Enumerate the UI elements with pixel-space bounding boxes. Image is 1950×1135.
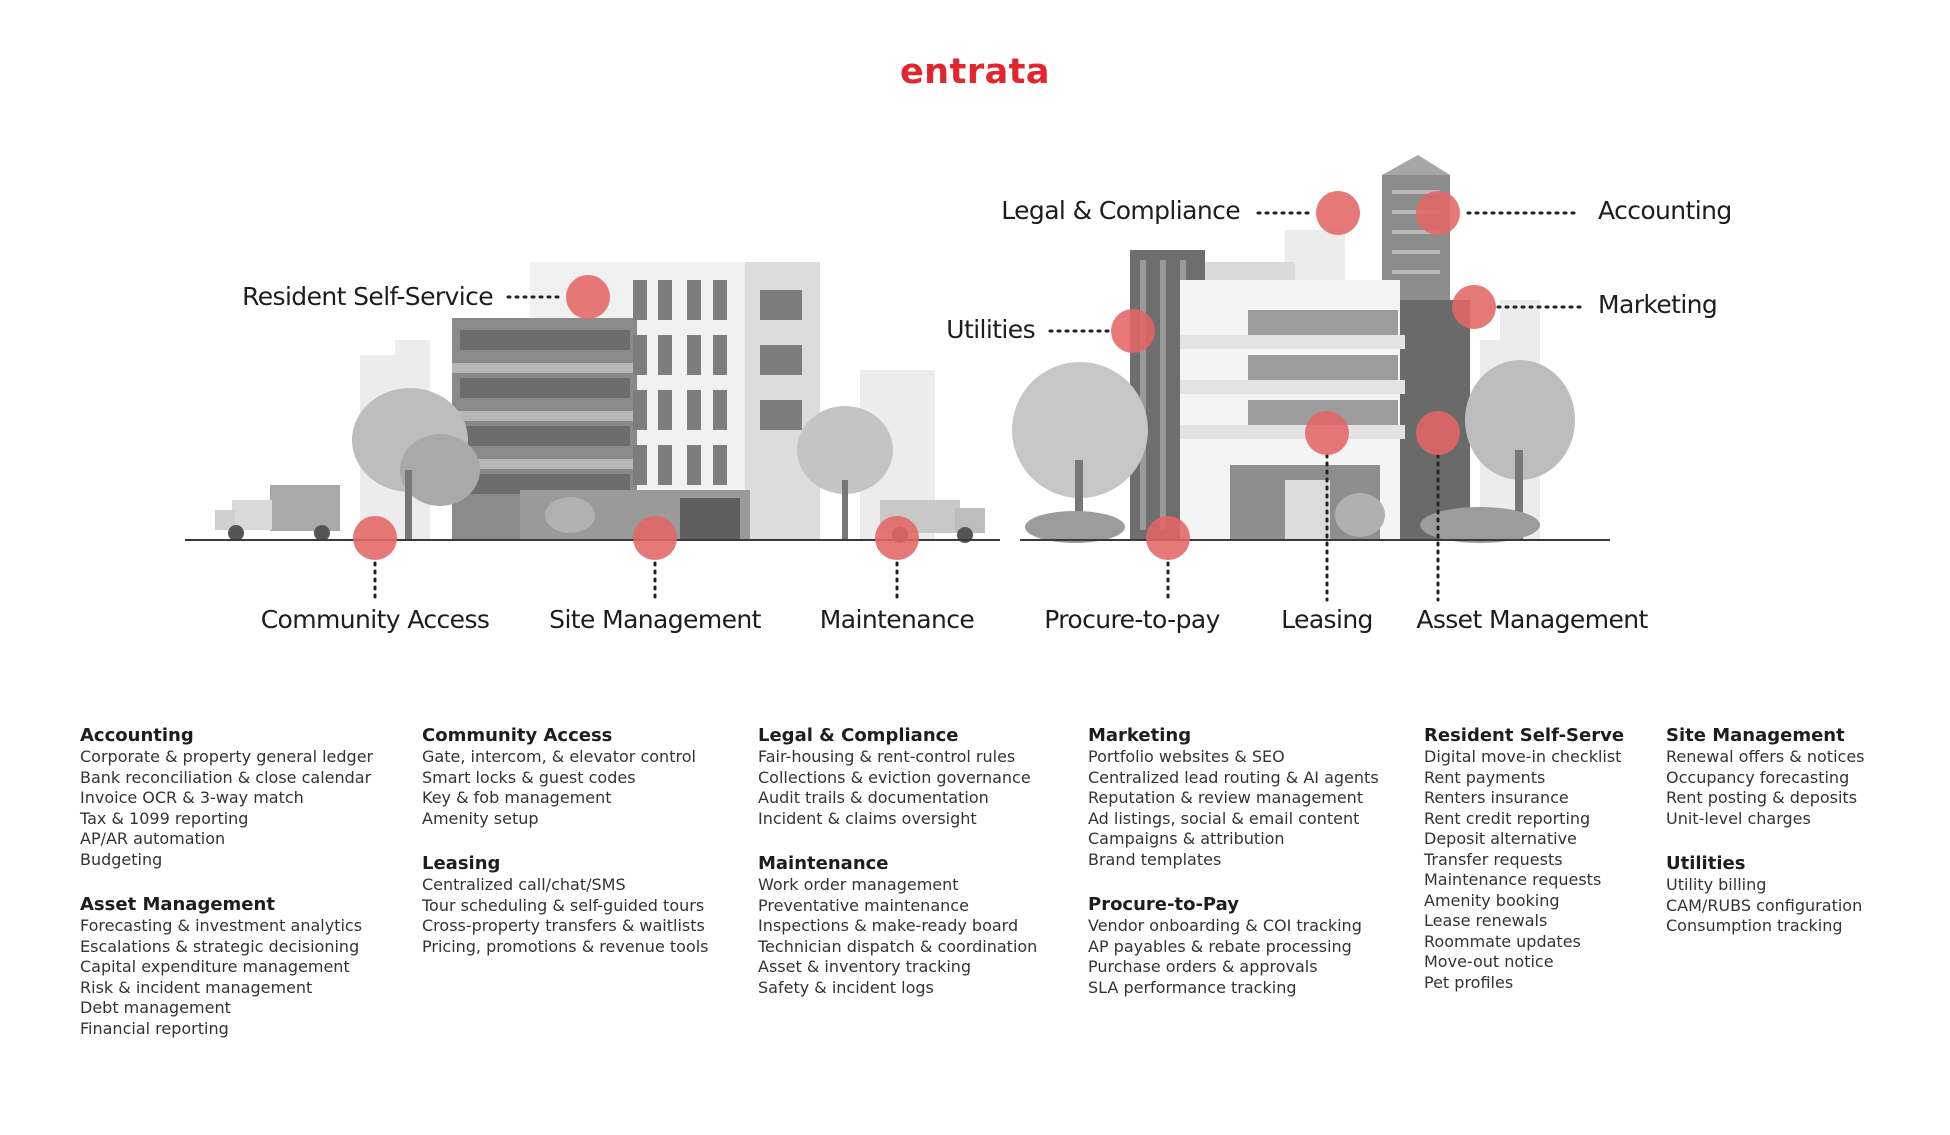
list-item: Centralized call/chat/SMS [422,875,626,894]
list-item: Brand templates [1088,849,1222,869]
column-6 [1666,725,1865,961]
section-accounting [80,725,373,870]
section-title: Utilities [1666,853,1746,874]
section-marketing [1088,725,1379,870]
section-site-management [1666,725,1865,829]
callout-marketing: Marketing [1598,290,1718,319]
hotspot-asset-management[interactable] [1416,411,1460,455]
section-leasing [422,853,709,957]
section-legal-compliance [758,725,1037,829]
list-item: Reputation & review management [1088,788,1364,807]
hotspot-resident-self-service[interactable] [566,275,610,319]
list-item: Renewal offers & notices [1666,747,1865,766]
column-3 [758,725,1037,1022]
section-resident-self-serve [1424,725,1624,993]
column-5 [1424,725,1624,1017]
list-item: Campaigns & attribution [1088,829,1285,848]
hotspot-utilities[interactable] [1111,309,1155,353]
list-item: Rent credit reporting [1424,808,1591,828]
list-item: Pet profiles [1424,972,1514,992]
list-item: Bank reconciliation & close calendar [80,767,372,787]
list-item: Cross-property transfers & waitlists [422,916,705,935]
section-title: Marketing [1088,725,1192,746]
list-item: CAM/RUBS configuration [1666,895,1863,915]
list-item: Collections & eviction governance [758,767,1031,787]
column-1 [80,725,373,1063]
section-title: Leasing [422,853,501,874]
list-item: Tour scheduling & self-guided tours [422,895,705,915]
list-item: Safety & incident logs [758,977,934,997]
list-item: Capital expenditure management [80,957,350,976]
list-item: Debt management [80,998,231,1017]
section-title: Community Access [422,725,613,746]
callout-accounting: Accounting [1598,196,1732,225]
list-item: Rent posting & deposits [1666,788,1858,807]
callout-site-management: Site Management [549,605,761,634]
section-maintenance [758,853,1037,998]
list-item: Unit-level charges [1666,808,1811,828]
callout-utilities: Utilities [946,315,1035,344]
list-item: Amenity booking [1424,890,1560,910]
list-item: Transfer requests [1424,849,1563,869]
list-item: Rent payments [1424,767,1546,787]
hotspot-marketing[interactable] [1452,285,1496,329]
list-item: Smart locks & guest codes [422,767,636,787]
hotspot-community-access[interactable] [353,516,397,560]
hotspot-procure-to-pay[interactable] [1146,516,1190,560]
callout-community-access: Community Access [260,605,490,634]
list-item: Renters insurance [1424,788,1569,807]
callout-resident-self-service: Resident Self-Service [242,282,493,311]
list-item: Pricing, promotions & revenue tools [422,936,709,956]
list-item: Purchase orders & approvals [1088,957,1318,976]
hotspot-legal-compliance[interactable] [1316,191,1360,235]
list-item: Amenity setup [422,808,539,828]
section-title: Site Management [1666,725,1845,746]
section-title: Accounting [80,725,194,746]
list-item: Roommate updates [1424,931,1581,951]
list-item: Deposit alternative [1424,829,1577,848]
section-title: Asset Management [80,894,275,915]
list-item: Escalations & strategic decisioning [80,936,360,956]
list-item: Tax & 1099 reporting [80,808,249,828]
list-item: Ad listings, social & email content [1088,808,1360,828]
callout-leasing: Leasing [1281,605,1373,634]
list-item: Key & fob management [422,788,612,807]
list-item: Occupancy forecasting [1666,767,1850,787]
list-item: Preventative maintenance [758,895,969,915]
list-item: Risk & incident management [80,977,313,997]
section-title: Maintenance [758,853,889,874]
list-item: Gate, intercom, & elevator control [422,747,696,766]
column-2 [422,725,709,981]
callout-maintenance: Maintenance [819,605,975,634]
left-apartment-building [452,262,820,540]
section-title: Resident Self-Serve [1424,725,1625,746]
list-item: Incident & claims oversight [758,808,977,828]
list-item: AP payables & rebate processing [1088,936,1352,956]
list-item: Financial reporting [80,1018,229,1038]
left-delivery-truck [215,485,340,541]
callout-asset-management: Asset Management [1416,605,1648,634]
list-item: Technician dispatch & coordination [758,936,1038,956]
list-item: AP/AR automation [80,829,226,848]
section-community-access [422,725,709,829]
list-item: Utility billing [1666,875,1767,894]
list-item: Inspections & make-ready board [758,916,1019,935]
list-item: Work order management [758,875,959,894]
list-item: Fair-housing & rent-control rules [758,747,1016,766]
section-procure-to-pay [1088,894,1379,998]
hotspot-leasing[interactable] [1305,411,1349,455]
list-item: Vendor onboarding & COI tracking [1088,916,1362,935]
section-asset-management [80,894,373,1039]
list-item: Consumption tracking [1666,916,1843,935]
list-item: Portfolio websites & SEO [1088,747,1285,766]
hotspot-site-management[interactable] [633,516,677,560]
list-item: Asset & inventory tracking [758,957,972,976]
column-4 [1088,725,1379,1022]
callout-legal-compliance: Legal & Compliance [1001,196,1240,225]
list-item: Budgeting [80,849,163,869]
list-item: Audit trails & documentation [758,788,989,807]
list-item: Forecasting & investment analytics [80,916,363,935]
entrata-logo: entrata [899,52,1051,92]
section-title: Legal & Compliance [758,725,959,746]
hotspot-accounting[interactable] [1416,191,1460,235]
list-item: SLA performance tracking [1088,977,1297,997]
hotspot-maintenance[interactable] [875,516,919,560]
callout-procure-to-pay: Procure-to-pay [1044,605,1220,634]
list-item: Corporate & property general ledger [80,747,374,766]
section-title: Procure-to-Pay [1088,894,1239,915]
list-item: Centralized lead routing & AI agents [1088,767,1379,787]
list-item: Maintenance requests [1424,870,1602,889]
section-utilities [1666,853,1865,937]
list-item: Move-out notice [1424,952,1554,971]
list-item: Invoice OCR & 3-way match [80,788,304,807]
list-item: Lease renewals [1424,911,1548,930]
list-item: Digital move-in checklist [1424,747,1622,766]
